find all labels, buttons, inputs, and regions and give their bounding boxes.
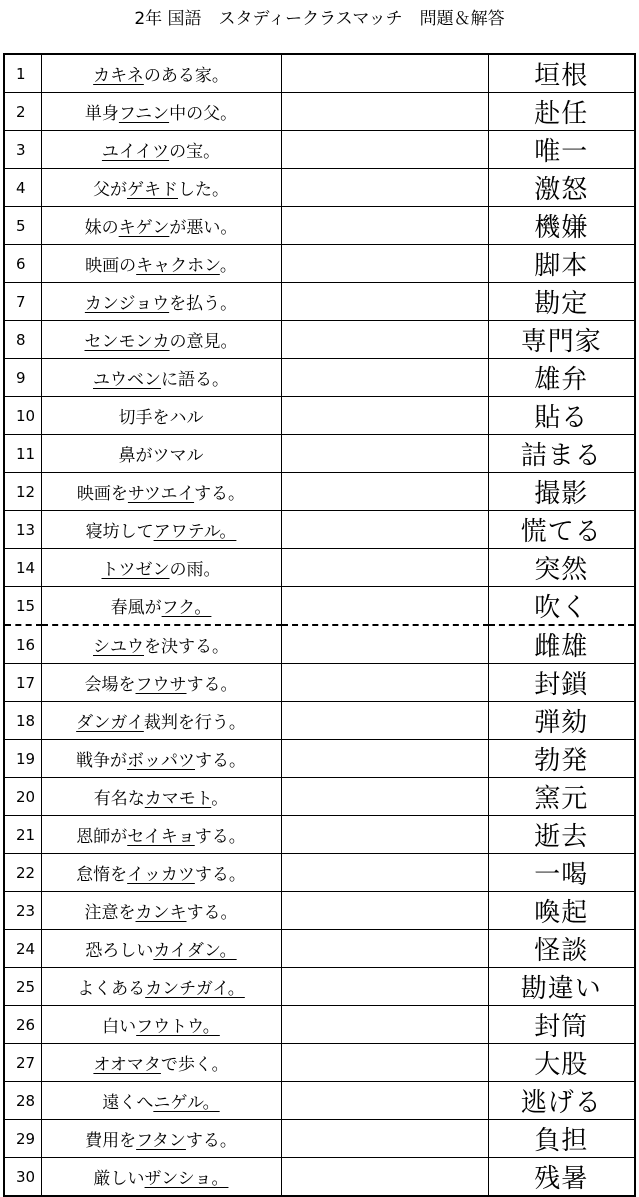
answer-blank-cell [281, 1158, 488, 1197]
answer-kanji: 突然 [488, 549, 635, 587]
question-text-plain: する。 [186, 903, 238, 923]
question-text [41, 1120, 281, 1158]
question-text-plain: 映画の [85, 256, 137, 276]
answer-blank-cell [281, 435, 488, 473]
question-target-word: ダンガイ [76, 713, 144, 733]
question-text-plain: 寝坊して [85, 522, 154, 542]
question-text-plain: 父が [93, 180, 127, 200]
question-text-plain: が悪い。 [169, 218, 238, 238]
question-answer-table [3, 53, 636, 1197]
question-text-plain: する。 [194, 865, 246, 885]
question-text [41, 473, 281, 511]
answer-blank-cell [281, 283, 488, 321]
question-text [41, 1044, 281, 1082]
table-row [4, 930, 635, 968]
table-row [4, 625, 635, 664]
question-text-plain: よくある [77, 979, 146, 999]
question-text [41, 131, 281, 169]
table-row [4, 816, 635, 854]
question-text-plain: 妹の [84, 218, 119, 238]
question-number: 21 [4, 816, 41, 854]
answer-kanji: 逃げる [488, 1082, 635, 1120]
answer-kanji: 詰まる [488, 435, 635, 473]
question-target-word: フウサ [135, 675, 187, 695]
question-text [41, 854, 281, 892]
question-target-word: キャクホン [136, 256, 220, 276]
answer-blank-cell [281, 702, 488, 740]
table-row [4, 283, 635, 321]
answer-kanji: 吹く [488, 587, 635, 626]
question-number: 11 [4, 435, 41, 473]
answer-blank-cell [281, 625, 488, 664]
answer-blank-cell [281, 397, 488, 435]
table-row [4, 1044, 635, 1082]
answer-blank-cell [281, 816, 488, 854]
question-number: 25 [4, 968, 41, 1006]
question-target-word: イッカツ [127, 865, 195, 885]
table-row [4, 473, 635, 511]
answer-blank-cell [281, 1006, 488, 1044]
answer-blank-cell [281, 54, 488, 93]
question-number: 5 [4, 207, 41, 245]
answer-kanji: 機嫌 [488, 207, 635, 245]
question-text-plain: の宝。 [169, 142, 221, 162]
question-target-word: フウトウ。 [136, 1017, 220, 1037]
answer-kanji: 唯一 [488, 131, 635, 169]
table-row [4, 435, 635, 473]
answer-kanji: 脚本 [488, 245, 635, 283]
question-text-plain: 切手をハル [118, 408, 204, 428]
answer-blank-cell [281, 1120, 488, 1158]
question-number: 14 [4, 549, 41, 587]
question-text-plain: 恩師が [76, 827, 128, 847]
question-number: 17 [4, 664, 41, 702]
question-target-word: セイキョ [127, 827, 195, 847]
answer-blank-cell [281, 740, 488, 778]
question-text-plain: 映画を [76, 484, 128, 504]
table-row [4, 664, 635, 702]
answer-kanji: 喚起 [488, 892, 635, 930]
answer-blank-cell [281, 207, 488, 245]
question-text [41, 169, 281, 207]
question-text-plain: 恐ろしい [85, 941, 154, 961]
table-row [4, 702, 635, 740]
question-text-plain: を決する。 [144, 637, 229, 657]
answer-blank-cell [281, 1044, 488, 1082]
question-text [41, 1082, 281, 1120]
question-text-plain: 裁判を行う。 [143, 713, 246, 733]
question-text-plain: 遠くへ [102, 1093, 154, 1113]
question-number: 24 [4, 930, 41, 968]
question-text [41, 54, 281, 93]
question-text [41, 930, 281, 968]
question-text [41, 892, 281, 930]
answer-kanji: 激怒 [488, 169, 635, 207]
question-number: 18 [4, 702, 41, 740]
question-number: 7 [4, 283, 41, 321]
question-text [41, 321, 281, 359]
question-text [41, 207, 281, 245]
table-row [4, 1082, 635, 1120]
question-text [41, 587, 281, 626]
answer-kanji: 雄弁 [488, 359, 635, 397]
question-number: 20 [4, 778, 41, 816]
question-text [41, 664, 281, 702]
table-row [4, 1158, 635, 1197]
question-target-word: キゲン [118, 218, 170, 238]
question-number: 29 [4, 1120, 41, 1158]
question-target-word: フク。 [161, 598, 212, 618]
table-row [4, 321, 635, 359]
question-number: 10 [4, 397, 41, 435]
question-text [41, 93, 281, 131]
question-number: 12 [4, 473, 41, 511]
answer-kanji: 貼る [488, 397, 635, 435]
answer-blank-cell [281, 511, 488, 549]
question-target-word: ゲキド [127, 180, 178, 200]
table-row [4, 549, 635, 587]
table-row [4, 854, 635, 892]
question-text-plain: 。 [219, 256, 237, 276]
question-number: 6 [4, 245, 41, 283]
question-number: 9 [4, 359, 41, 397]
question-target-word: ボッパツ [127, 751, 195, 771]
answer-kanji: 一喝 [488, 854, 635, 892]
table-row [4, 968, 635, 1006]
table-row [4, 1120, 635, 1158]
page-title: 2年 国語 スタディークラスマッチ 問題＆解答 [134, 9, 505, 29]
table-row [4, 397, 635, 435]
table-row [4, 587, 635, 626]
answer-kanji: 窯元 [488, 778, 635, 816]
question-target-word: サツエイ [127, 484, 195, 504]
question-number: 1 [4, 54, 41, 93]
question-target-word: カキネ [93, 66, 144, 86]
question-text [41, 359, 281, 397]
question-text [41, 740, 281, 778]
question-number: 30 [4, 1158, 41, 1197]
question-text-plain: する。 [194, 827, 246, 847]
answer-kanji: 撮影 [488, 473, 635, 511]
answer-blank-cell [281, 854, 488, 892]
question-text-plain: のある家。 [143, 66, 229, 86]
question-text-plain: を払う。 [169, 294, 238, 314]
answer-kanji: 勘定 [488, 283, 635, 321]
table-row [4, 359, 635, 397]
table-row [4, 1006, 635, 1044]
question-text-plain: で歩く。 [160, 1055, 229, 1075]
question-text [41, 1006, 281, 1044]
answer-blank-cell [281, 131, 488, 169]
question-text-plain: 有名な [93, 789, 145, 809]
question-text [41, 816, 281, 854]
question-text [41, 625, 281, 664]
table-row [4, 245, 635, 283]
answer-blank-cell [281, 549, 488, 587]
question-target-word: カイダン。 [153, 941, 237, 961]
answer-blank-cell [281, 892, 488, 930]
question-target-word: フタン [136, 1131, 186, 1151]
question-text-plain: 費用を [85, 1131, 137, 1151]
answer-blank-cell [281, 587, 488, 626]
question-text-plain: 会場を [84, 675, 136, 695]
table-row [4, 511, 635, 549]
answer-kanji: 勘違い [488, 968, 635, 1006]
table-body [4, 54, 635, 1196]
question-text [41, 283, 281, 321]
answer-blank-cell [281, 245, 488, 283]
question-text-plain: した。 [178, 180, 229, 200]
answer-blank-cell [281, 359, 488, 397]
question-number: 3 [4, 131, 41, 169]
table-row [4, 54, 635, 93]
answer-blank-cell [281, 321, 488, 359]
question-text [41, 245, 281, 283]
question-text-plain: の雨。 [169, 560, 221, 580]
table-row [4, 207, 635, 245]
question-text-plain: の意見。 [169, 332, 238, 352]
question-number: 16 [4, 625, 41, 664]
answer-kanji: 封鎖 [488, 664, 635, 702]
question-text-plain: 中の父。 [169, 104, 238, 124]
answer-blank-cell [281, 778, 488, 816]
answer-kanji: 慌てる [488, 511, 635, 549]
question-number: 2 [4, 93, 41, 131]
answer-blank-cell [281, 930, 488, 968]
question-text-plain: 白い [102, 1017, 137, 1037]
answer-kanji: 垣根 [488, 54, 635, 93]
question-number: 28 [4, 1082, 41, 1120]
question-text-plain: する。 [185, 1131, 237, 1151]
answer-kanji: 雌雄 [488, 625, 635, 664]
question-number: 26 [4, 1006, 41, 1044]
question-number: 19 [4, 740, 41, 778]
question-text-plain: する。 [194, 484, 246, 504]
question-number: 27 [4, 1044, 41, 1082]
answer-blank-cell [281, 473, 488, 511]
question-target-word: カンジョウ [84, 294, 170, 314]
question-number: 23 [4, 892, 41, 930]
question-text [41, 702, 281, 740]
question-number: 4 [4, 169, 41, 207]
table-row [4, 892, 635, 930]
question-number: 15 [4, 587, 41, 626]
answer-kanji: 専門家 [488, 321, 635, 359]
question-target-word: トツゼン [101, 560, 170, 580]
question-text-plain: 春風が [110, 598, 162, 618]
answer-kanji: 逝去 [488, 816, 635, 854]
answer-kanji: 勃発 [488, 740, 635, 778]
answer-blank-cell [281, 968, 488, 1006]
question-text-plain: 鼻がツマル [118, 446, 204, 466]
question-text-plain: 怠惰を [76, 865, 128, 885]
table-row [4, 93, 635, 131]
question-text-plain: する。 [195, 751, 246, 771]
table-row [4, 131, 635, 169]
question-target-word: ユウベン [93, 370, 161, 390]
question-text-plain: 厳しい [93, 1169, 145, 1189]
question-target-word: シユウ [93, 637, 144, 657]
question-text [41, 778, 281, 816]
question-text [41, 549, 281, 587]
question-target-word: フニン [118, 104, 170, 124]
question-target-word: アワテル。 [153, 522, 237, 542]
question-number: 22 [4, 854, 41, 892]
table-row [4, 740, 635, 778]
question-target-word: センモンカ [84, 332, 170, 352]
answer-blank-cell [281, 169, 488, 207]
question-text [41, 968, 281, 1006]
question-number: 13 [4, 511, 41, 549]
answer-blank-cell [281, 93, 488, 131]
question-text-plain: 単身 [84, 104, 119, 124]
answer-blank-cell [281, 1082, 488, 1120]
answer-kanji: 封筒 [488, 1006, 635, 1044]
question-text [41, 397, 281, 435]
table-row [4, 169, 635, 207]
question-target-word: カンチガイ。 [145, 979, 245, 999]
question-text [41, 435, 281, 473]
question-target-word: ユイイツ [101, 142, 170, 162]
answer-blank-cell [281, 664, 488, 702]
question-target-word: カマモト [144, 789, 212, 809]
answer-kanji: 怪談 [488, 930, 635, 968]
question-text-plain: 戦争が [76, 751, 127, 771]
answer-kanji: 負担 [488, 1120, 635, 1158]
question-text-plain: に語る。 [161, 370, 229, 390]
question-text-plain: 注意を [84, 903, 136, 923]
question-text-plain: する。 [186, 675, 238, 695]
question-text [41, 1158, 281, 1197]
question-target-word: ザンショ。 [144, 1169, 229, 1189]
answer-kanji: 残暑 [488, 1158, 635, 1197]
question-target-word: カンキ [135, 903, 187, 923]
answer-kanji: 赴任 [488, 93, 635, 131]
question-text-plain: 。 [211, 789, 229, 809]
question-number: 8 [4, 321, 41, 359]
question-text [41, 511, 281, 549]
question-target-word: オオマタ [93, 1055, 161, 1075]
answer-kanji: 大股 [488, 1044, 635, 1082]
table-row [4, 778, 635, 816]
answer-kanji: 弾劾 [488, 702, 635, 740]
question-target-word: ニゲル。 [153, 1093, 220, 1113]
